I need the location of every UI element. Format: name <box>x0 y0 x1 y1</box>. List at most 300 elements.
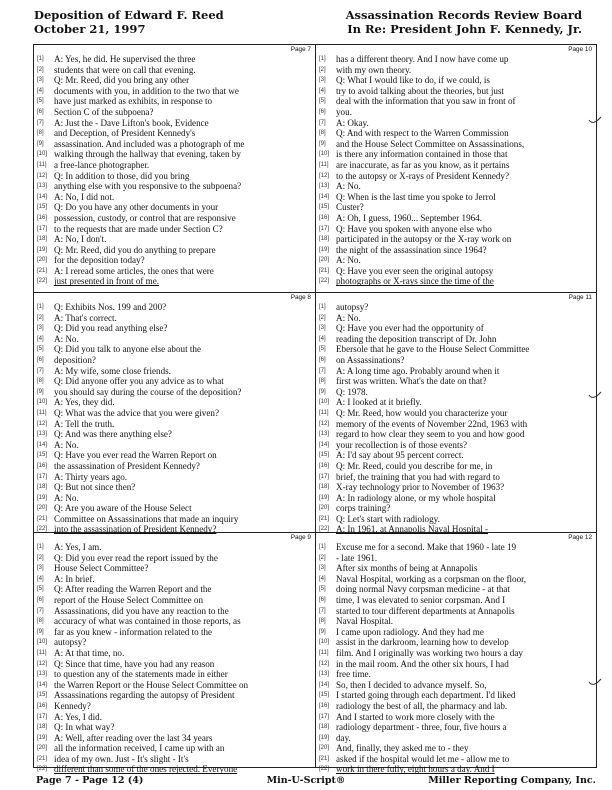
margin-check-mark <box>588 113 602 127</box>
line-number: [2] <box>37 314 44 321</box>
line-text: - late 1961. <box>336 552 378 563</box>
line-text: Q: In addition to those, did you bring <box>54 170 190 181</box>
transcript-line <box>34 743 315 754</box>
line-number: [3] <box>319 325 326 332</box>
line-text: A: No. <box>54 333 79 344</box>
reporting-company: Miller Reporting Company, Inc. <box>428 775 596 786</box>
line-number: [5] <box>319 346 326 353</box>
line-text: asked if the hospital would let me - allow me to <box>336 753 510 764</box>
line-number: [20] <box>319 257 330 264</box>
transcript-line <box>316 397 596 408</box>
line-text: Q: After reading the Warren Report and the <box>54 584 212 595</box>
line-number: [22] <box>319 278 330 285</box>
transcript-line <box>316 712 596 723</box>
line-text: Q: When is the last time you spoke to Jerrol <box>336 191 496 202</box>
margin-check-mark <box>588 388 602 402</box>
transcript-line <box>34 344 315 355</box>
line-number: [19] <box>37 494 48 501</box>
transcript-line <box>34 276 315 287</box>
line-number: [21] <box>319 755 330 762</box>
line-text: I came upon radiology. And they had me <box>336 626 484 637</box>
transcript-line <box>34 266 315 277</box>
line-text: far as you knew - information related to the <box>54 626 213 637</box>
page-range: Page 7 - Page 12 (4) <box>36 775 144 786</box>
transcript-page-panel <box>316 45 596 292</box>
transcript-line <box>34 712 315 723</box>
transcript-line <box>34 75 315 86</box>
line-text: A: No. <box>336 181 361 192</box>
transcript-line <box>316 680 596 691</box>
line-number: [16] <box>319 462 330 469</box>
transcript-line <box>316 302 596 313</box>
line-number: [15] <box>37 692 48 699</box>
line-text: Assassinations regarding the autopsy of President <box>54 690 235 701</box>
transcript-line <box>34 408 315 419</box>
line-number: [18] <box>319 236 330 243</box>
transcript-line <box>316 754 596 765</box>
line-text: photographs or X-rays since the time of the <box>336 276 494 287</box>
line-number: [7] <box>319 367 326 374</box>
line-text: A: Yes, he did. He supervised the three <box>54 54 196 64</box>
line-text: And I started to work more closely with the <box>336 711 495 722</box>
line-number: [6] <box>37 108 44 115</box>
transcript-line <box>316 323 596 334</box>
transcript-line <box>34 181 315 192</box>
transcript-line <box>316 493 596 504</box>
transcript-line <box>316 669 596 680</box>
line-text: and the House Select Committee on Assassinations, <box>336 138 525 149</box>
transcript-line <box>316 627 596 638</box>
line-text: for the deposition today? <box>54 255 145 266</box>
line-text: deposition? <box>54 354 96 365</box>
transcript-line <box>316 54 596 65</box>
line-number: [8] <box>319 130 326 137</box>
line-number: [6] <box>319 596 326 603</box>
line-text: has a different theory. And I now have come up <box>336 54 509 64</box>
line-number: [19] <box>319 734 330 741</box>
transcript-line <box>316 690 596 701</box>
transcript-line <box>34 118 315 129</box>
line-text: students that were on call that evening. <box>54 64 196 75</box>
line-text: assist in the darkroom, learning how to develop <box>336 637 509 648</box>
line-text: Q: Exhibits Nos. 199 and 200? <box>54 302 167 312</box>
line-text: the Warren Report or the House Select Committee on <box>54 679 249 690</box>
line-number: [1] <box>37 304 44 310</box>
line-number: [18] <box>37 236 48 243</box>
line-text: Naval Hospital, working as a corpsman on the floor, <box>336 573 527 584</box>
line-text: A: In radiology alone, or my whole hospital <box>336 492 496 503</box>
line-text: radiology department - three, four, five hours a <box>336 722 507 733</box>
line-number: [8] <box>37 130 44 137</box>
transcript-line <box>316 255 596 266</box>
transcript-line <box>34 553 315 564</box>
line-number: [12] <box>37 660 48 667</box>
line-text: have just marked as exhibits, in response to <box>54 96 213 107</box>
line-number: [4] <box>319 335 326 342</box>
line-number: [1] <box>37 56 44 62</box>
line-text: are inaccurate, as far as you know, as it pertains <box>336 159 510 170</box>
line-text: A: No. <box>336 255 361 266</box>
transcript-line <box>34 96 315 107</box>
transcript-line <box>316 171 596 182</box>
line-text: into the assassination of President Kennedy? <box>54 524 217 535</box>
line-text: in the mail room. And the other six hours, I had <box>336 658 509 669</box>
line-number: [2] <box>319 314 326 321</box>
line-text: A: No. <box>54 492 79 503</box>
line-number: [19] <box>319 246 330 253</box>
line-number: [2] <box>319 66 326 73</box>
transcript-line <box>34 255 315 266</box>
line-text: to question any of the statements made in either <box>54 669 228 680</box>
transcript-line <box>316 606 596 617</box>
line-number: [9] <box>319 628 326 635</box>
line-text: X-ray technology prior to November of 1963? <box>336 482 505 493</box>
transcript-line <box>316 472 596 483</box>
line-number: [7] <box>37 607 44 614</box>
line-number: [21] <box>37 267 48 274</box>
transcript-line <box>316 276 596 287</box>
line-text: corps training? <box>336 503 391 514</box>
line-text: Ebersole that he gave to the House Select Committee <box>336 344 530 355</box>
line-number: [9] <box>319 388 326 395</box>
line-number: [7] <box>319 119 326 126</box>
line-text: So, then I decided to advance myself. So, <box>336 679 487 690</box>
line-number: [4] <box>37 575 44 582</box>
line-number: [5] <box>319 586 326 593</box>
transcript-line <box>34 355 315 366</box>
line-text: regard to how clear they seem to you and how good <box>336 429 525 440</box>
transcript-line <box>316 733 596 744</box>
line-text: A: No, I don't. <box>54 234 107 245</box>
line-text: accuracy of what was contained in those reports, as <box>54 616 241 627</box>
transcript-line <box>316 648 596 659</box>
transcript-line <box>34 595 315 606</box>
transcript-line <box>34 213 315 224</box>
line-number: [4] <box>319 87 326 94</box>
line-text: Committee on Assassinations that made an inquiry <box>54 513 239 524</box>
transcript-line <box>34 139 315 150</box>
line-number: [9] <box>37 388 44 395</box>
transcript-line <box>316 355 596 366</box>
line-number: [15] <box>37 452 48 459</box>
line-number: [12] <box>319 172 330 179</box>
line-text: the assassination of President Kennedy? <box>54 460 200 471</box>
line-text: walking through the hallway that evening, taken by <box>54 149 241 160</box>
transcript-line <box>316 659 596 670</box>
line-text: just presented in front of me. <box>54 276 160 287</box>
transcript-line <box>34 171 315 182</box>
line-number: [17] <box>319 225 330 232</box>
line-text: to the autopsy or X-rays of President Kennedy? <box>336 170 509 181</box>
line-text: first was written. What's the date on that? <box>336 376 487 387</box>
line-text: reading the deposition transcript of Dr. John <box>336 333 497 344</box>
line-number: [9] <box>37 140 44 147</box>
line-number: [9] <box>37 628 44 635</box>
transcript-line <box>316 574 596 585</box>
transcript-line <box>316 542 596 553</box>
line-number: [6] <box>37 356 44 363</box>
line-number: [4] <box>37 335 44 342</box>
transcript-line <box>316 75 596 86</box>
line-text: doing normal Navy corpsman medicine - at that <box>336 584 510 595</box>
line-text: your recollection is of those events? <box>336 439 468 450</box>
line-text: work in there fully, eight hours a day. And I <box>336 764 495 775</box>
line-text: A: Just the - Dave Lifton's book, Evidence <box>54 117 209 128</box>
line-text: documents with you, in addition to the two that we <box>54 85 239 96</box>
line-text: A: In 1961, at Annapolis Naval Hospital - <box>336 524 489 535</box>
line-number: [15] <box>319 204 330 211</box>
line-text: on Assassinations? <box>336 354 405 365</box>
line-number: [22] <box>37 526 48 533</box>
line-number: [1] <box>319 544 326 550</box>
line-text: A: In brief. <box>54 573 95 584</box>
transcript-line <box>34 754 315 765</box>
line-number: [16] <box>319 214 330 221</box>
transcript-line <box>316 701 596 712</box>
transcript-line <box>34 376 315 387</box>
line-text: A: A long time ago. Probably around when it <box>336 365 500 376</box>
line-text: A: No. <box>54 439 79 450</box>
line-number: [15] <box>319 452 330 459</box>
line-text: Q: Mr. Reed, did you bring any other <box>54 75 190 86</box>
line-number: [4] <box>37 87 44 94</box>
line-text: A: Okay. <box>336 117 369 128</box>
transcript-line <box>34 128 315 139</box>
line-number: [21] <box>37 515 48 522</box>
transcript-line <box>34 429 315 440</box>
line-number: [17] <box>319 713 330 720</box>
line-text: is there any information contained in those that <box>336 149 508 160</box>
line-number: [10] <box>319 639 330 646</box>
transcript-line <box>34 648 315 659</box>
transcript-line <box>34 669 315 680</box>
line-number: [19] <box>37 246 48 253</box>
line-number: [6] <box>37 596 44 603</box>
line-text: Q: Let's start with radiology. <box>336 513 440 524</box>
transcript-line <box>34 334 315 345</box>
line-text: Q: Mr. Reed, how would you characterize your <box>336 407 508 418</box>
line-number: [8] <box>37 618 44 625</box>
line-text: report of the House Select Committee on <box>54 594 203 605</box>
transcript-line <box>34 192 315 203</box>
line-text: Q: And was there anything else? <box>54 429 172 440</box>
transcript-line <box>34 461 315 472</box>
header-right <box>346 8 582 36</box>
transcript-page-panel <box>316 293 596 535</box>
transcript-line <box>316 334 596 345</box>
transcript-line <box>316 595 596 606</box>
transcript-line <box>34 366 315 377</box>
line-text: A: Well, after reading over the last 34 years <box>54 732 213 743</box>
transcript-line <box>316 128 596 139</box>
line-number: [13] <box>37 431 48 438</box>
line-number: [11] <box>37 409 47 416</box>
transcript-line <box>316 192 596 203</box>
line-number: [1] <box>319 56 326 62</box>
transcript-line <box>34 606 315 617</box>
line-number: [20] <box>319 505 330 512</box>
line-text: all the information received, I came up with an <box>54 743 225 754</box>
line-text: Q: Did you ever read the report issued by the <box>54 552 218 563</box>
line-number: [3] <box>319 565 326 572</box>
line-number: [10] <box>37 151 48 158</box>
line-text: brief, the training that you had with regard to <box>336 471 500 482</box>
line-number: [18] <box>37 724 48 731</box>
line-text: Q: Did you read anything else? <box>54 323 168 334</box>
line-number: [20] <box>319 745 330 752</box>
transcript-line <box>34 149 315 160</box>
line-number: [14] <box>319 193 330 200</box>
line-text: A: No, I did not. <box>54 191 115 202</box>
line-text: autopsy? <box>336 302 369 312</box>
line-number: [18] <box>319 724 330 731</box>
transcript-line <box>34 313 315 324</box>
line-text: I started going through each department. I'd liked <box>336 690 516 701</box>
line-number: [19] <box>319 494 330 501</box>
line-number: [17] <box>37 225 48 232</box>
transcript-line <box>316 213 596 224</box>
line-text: Q: Do you have any other documents in your <box>54 202 219 213</box>
transcript-line <box>34 160 315 171</box>
line-text: you should say during the course of the deposition? <box>54 386 242 397</box>
line-text: Naval Hospital. <box>336 616 394 627</box>
line-text: A: Thirty years ago. <box>54 471 128 482</box>
line-number: [7] <box>319 607 326 614</box>
line-text: and Deception, of President Kennedy's <box>54 128 196 139</box>
transcript-line <box>34 472 315 483</box>
line-number: [11] <box>37 161 47 168</box>
line-number: [15] <box>37 204 48 211</box>
line-number: [5] <box>37 98 44 105</box>
transcript-line <box>34 701 315 712</box>
line-number: [10] <box>319 399 330 406</box>
transcript-line <box>316 429 596 440</box>
transcript-line <box>34 584 315 595</box>
line-number: [14] <box>319 681 330 688</box>
line-number: [14] <box>319 441 330 448</box>
line-number: [15] <box>319 692 330 699</box>
transcript-line <box>316 139 596 150</box>
line-text: A: Yes, I am. <box>54 542 102 552</box>
line-number: [17] <box>37 713 48 720</box>
line-number: [9] <box>319 140 326 147</box>
line-number: [21] <box>319 267 330 274</box>
transcript-grid <box>33 44 597 775</box>
transcript-line <box>316 482 596 493</box>
line-number: [16] <box>37 214 48 221</box>
line-number: [12] <box>319 420 330 427</box>
line-text: A: Tell the truth. <box>54 418 115 429</box>
line-number: [12] <box>319 660 330 667</box>
line-number: [1] <box>37 544 44 550</box>
line-number: [13] <box>319 183 330 190</box>
page-number-label: Page 9 <box>290 534 311 541</box>
transcript-page-panel <box>316 533 596 775</box>
line-text: Q: Have you ever had the opportunity of <box>336 323 484 334</box>
line-number: [8] <box>37 378 44 385</box>
line-text: started to tour different departments at Annapolis <box>336 605 515 616</box>
line-number: [6] <box>319 108 326 115</box>
line-number: [16] <box>37 462 48 469</box>
line-text: a free-lance photographer. <box>54 159 150 170</box>
page-number-label: Page 7 <box>290 46 311 53</box>
line-text: And, finally, they asked me to - they <box>336 743 469 754</box>
line-number: [11] <box>37 649 47 656</box>
transcript-line <box>34 563 315 574</box>
transcript-line <box>316 503 596 514</box>
line-text: time, I was elevated to senior corpsman. And I <box>336 594 506 605</box>
line-text: Custer? <box>336 202 364 213</box>
line-number: [14] <box>37 681 48 688</box>
transcript-line <box>316 245 596 256</box>
line-number: [21] <box>37 755 48 762</box>
line-text: Q: Have you ever read the Warren Report on <box>54 450 217 461</box>
line-number: [13] <box>37 183 48 190</box>
line-number: [10] <box>37 399 48 406</box>
line-number: [13] <box>37 671 48 678</box>
transcript-line <box>34 107 315 118</box>
line-text: A: At that time, no. <box>54 647 125 658</box>
line-text: film. And I originally was working two hours a day <box>336 647 523 658</box>
header-left <box>34 8 224 36</box>
transcript-line <box>34 234 315 245</box>
board-name: Assassination Records Review Board <box>345 8 582 22</box>
transcript-line <box>34 323 315 334</box>
transcript-line <box>316 224 596 235</box>
transcript-line <box>34 86 315 97</box>
line-text: Q: And with respect to the Warren Commission <box>336 128 509 139</box>
line-number: [5] <box>37 586 44 593</box>
line-number: [7] <box>37 119 44 126</box>
line-number: [6] <box>319 356 326 363</box>
line-text: A: That's correct. <box>54 312 117 323</box>
line-text: you. <box>336 106 352 117</box>
transcript-line <box>316 461 596 472</box>
transcript-line <box>34 542 315 553</box>
transcript-line <box>316 743 596 754</box>
transcript-line <box>316 344 596 355</box>
line-number: [11] <box>319 409 329 416</box>
line-number: [3] <box>37 565 44 572</box>
line-number: [2] <box>37 66 44 73</box>
transcript-page-panel <box>34 293 315 535</box>
line-text: possession, custody, or control that are responsive <box>54 212 236 223</box>
transcript-line <box>34 733 315 744</box>
line-text: Q: 1978. <box>336 386 368 397</box>
line-text: A: No. <box>336 312 361 323</box>
line-text: day. <box>336 732 351 743</box>
transcript-line <box>316 202 596 213</box>
transcript-line <box>34 574 315 585</box>
transcript-line <box>34 764 315 775</box>
transcript-line <box>34 722 315 733</box>
line-number: [5] <box>37 346 44 353</box>
transcript-line <box>316 616 596 627</box>
page-number-label: Page 11 <box>568 294 592 301</box>
transcript-line <box>34 302 315 313</box>
line-number: [19] <box>37 734 48 741</box>
transcript-line <box>316 118 596 129</box>
transcript-line <box>34 450 315 461</box>
line-text: A: I reread some articles, the ones that were <box>54 265 214 276</box>
line-number: [10] <box>319 151 330 158</box>
line-text: A: Yes, I did. <box>54 711 103 722</box>
line-number: [17] <box>37 473 48 480</box>
line-number: [3] <box>37 77 44 84</box>
line-text: Q: Have you ever seen the original autopsy <box>336 265 494 276</box>
transcript-line <box>316 313 596 324</box>
line-number: [22] <box>319 766 330 773</box>
